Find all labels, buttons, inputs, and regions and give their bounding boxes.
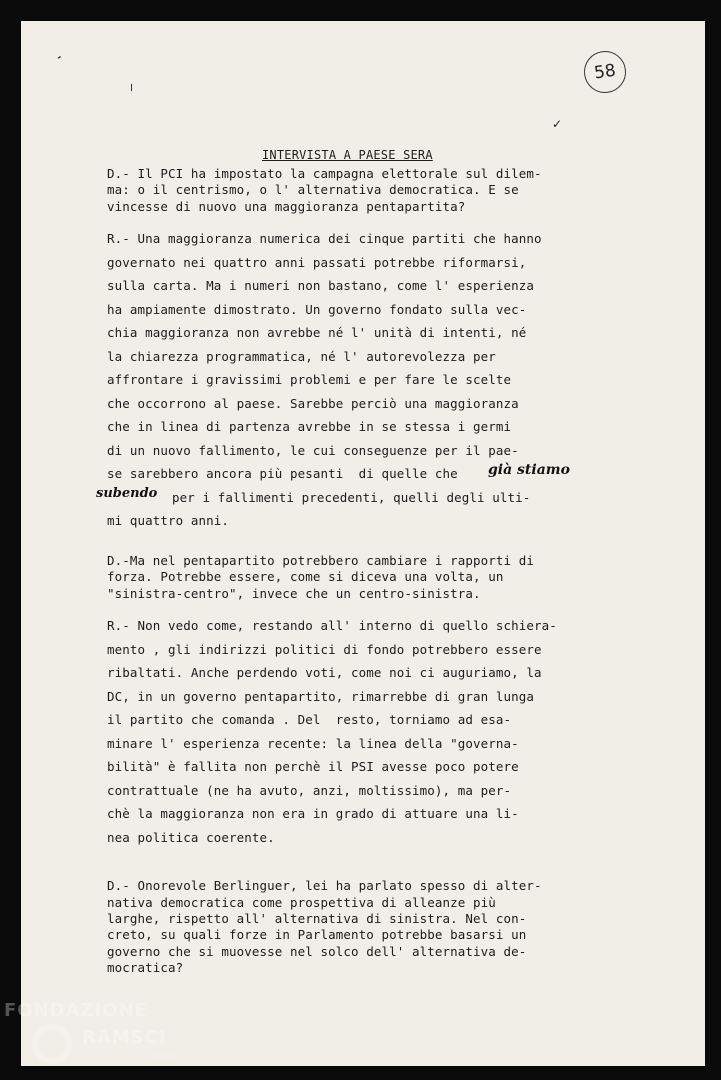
text-line: larghe, rispetto all' alternativa di sinistra. Nel con- — [107, 911, 527, 926]
text-line: chia maggioranza non avrebbe né l' unità di intenti, né — [107, 325, 527, 340]
text-line: R.- Non vedo come, restando all' interno di quello schiera- — [107, 618, 557, 633]
text-line: minare l' esperienza recente: la linea della "governa- — [107, 736, 519, 751]
text-line: sulla carta. Ma i numeri non bastano, come l' esperienza — [107, 278, 535, 293]
watermark-line2: RAMSCI — [82, 1027, 167, 1048]
pen-mark: ✓ — [552, 117, 563, 131]
pen-mark: ╷ — [128, 77, 136, 91]
text-line: mocratica? — [107, 960, 184, 975]
text-line: governato nei quattro anni passati potrebbe riformarsi, — [107, 255, 527, 270]
text-line: nea politica coerente. — [107, 830, 275, 845]
watermark-g-icon — [32, 1024, 72, 1064]
handwritten-insertion: subendo — [96, 486, 158, 501]
text-line: che occorrono al paese. Sarebbe perciò una maggioranza — [107, 396, 519, 411]
text-line: ribaltati. Anche perdendo voti, come noi ci auguriamo, la — [107, 665, 542, 680]
text-line: bilità" è fallita non perchè il PSI avesse poco potere — [107, 759, 519, 774]
text-line: D.-Ma nel pentapartito potrebbero cambiare i rapporti di — [107, 553, 535, 568]
text-line: se sarebbero ancora più pesanti di quelle che — [107, 466, 458, 481]
text-line: forza. Potrebbe essere, come si diceva una volta, un — [107, 569, 504, 584]
text-line: il partito che comanda . Del resto, torniamo ad esa- — [107, 712, 512, 727]
text-line: creto, su quali forze in Parlamento potrebbe basarsi un — [107, 927, 527, 942]
text-line: R.- Una maggioranza numerica dei cinque partiti che hanno — [107, 231, 542, 246]
pen-mark: ʼ — [49, 53, 64, 69]
text-line: chè la maggioranza non era in grado di attuare una li- — [107, 806, 519, 821]
text-line: affrontare i gravissimi problemi e per fare le scelte — [107, 372, 512, 387]
page-number: 58 — [581, 48, 628, 95]
text-line: ha ampiamente dimostrato. Un governo fondato sulla vec- — [107, 302, 527, 317]
text-line: vincesse di nuovo una maggioranza pentapartita? — [107, 199, 466, 214]
text-line: "sinistra-centro", invece che un centro-sinistra. — [107, 586, 481, 601]
text-line: ma: o il centrismo, o l' alternativa democratica. E se — [107, 182, 519, 197]
text-line: che in linea di partenza avrebbe in se stessa i germi — [107, 419, 512, 434]
text-line: DC, in un governo pentapartito, rimarrebbe di gran lunga — [107, 689, 535, 704]
watermark-line1: FONDAZIONE — [4, 1000, 148, 1021]
document-title: INTERVISTA A PAESE SERA — [262, 148, 433, 162]
text-line: mi quattro anni. — [107, 513, 230, 528]
watermark-line3: onlus — [152, 1052, 174, 1061]
handwritten-insertion: già stiamo — [488, 462, 570, 478]
text-line: D.- Il PCI ha impostato la campagna elettorale sul dilem- — [107, 166, 542, 181]
text-line: governo che si muovesse nel solco dell' alternativa de- — [107, 944, 527, 959]
text-line: la chiarezza programmatica, né l' autorevolezza per — [107, 349, 496, 364]
text-line: per i fallimenti precedenti, quelli degli ulti- — [172, 490, 531, 505]
text-line: nativa democratica come prospettiva di alleanze più — [107, 895, 496, 910]
text-line: contrattuale (ne ha avuto, anzi, moltissimo), ma per- — [107, 783, 512, 798]
text-line: mento , gli indirizzi politici di fondo potrebbero essere — [107, 642, 542, 657]
text-line: di un nuovo fallimento, le cui conseguenze per il pae- — [107, 443, 519, 458]
watermark-logo — [4, 1000, 204, 1080]
text-line: D.- Onorevole Berlinguer, lei ha parlato spesso di alter- — [107, 878, 542, 893]
